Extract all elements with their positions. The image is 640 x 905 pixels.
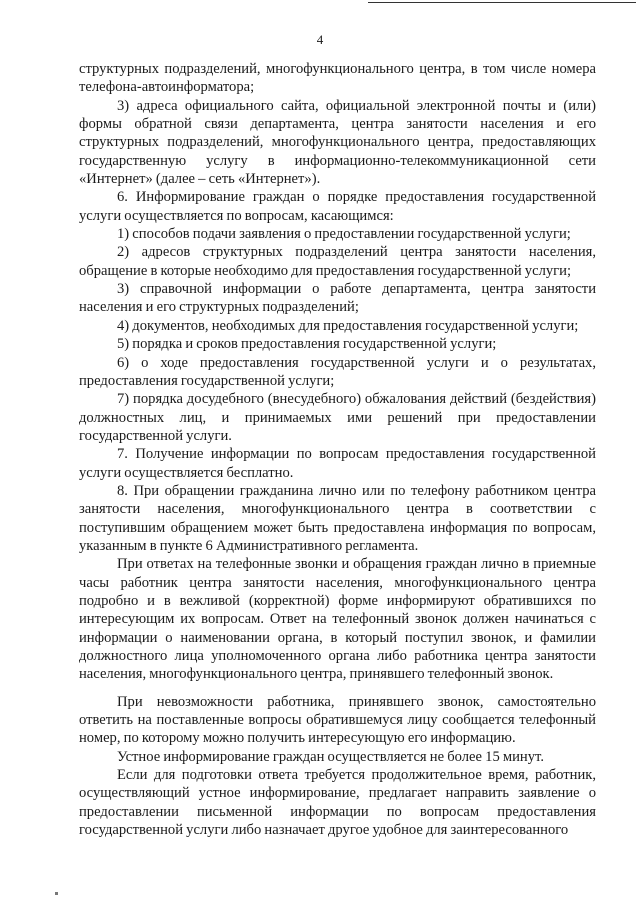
paragraph-written-request: Если для подготовки ответа требуется продолжительное время, работник, осуществляющий устное информирование, предлагает направить заявление о предоставлении письменной информации по вопросам предоставления государственной услуги либо назначает другое удобное для заинтересованного	[79, 767, 596, 839]
paragraph-section-6-item-6: 6) о ходе предоставления государственной услуги и о результатах, предоставления государственной услуги;	[79, 354, 596, 389]
paragraph-section-7: 7. Получение информации по вопросам предоставления государственной услуги осуществляется бесплатно.	[79, 446, 596, 481]
paragraph-section-6: 6. Информирование граждан о порядке предоставления государственной услуги осуществляется по вопросам, касающимся:	[79, 189, 596, 224]
paragraph-section-6-item-2: 2) адресов структурных подразделений центра занятости населения, обращение в которые необходимо для предоставления государственной услуги;	[79, 244, 596, 279]
paragraph-unable-to-answer: При невозможности работника, принявшего звонок, самостоятельно ответить на поставленные вопросы обратившемуся лицу сообщается телефонный номер, по которому можно получить интересующую его информацию.	[79, 693, 596, 747]
paragraph-item-3-addresses: 3) адреса официального сайта, официальной электронной почты и (или) формы обратной связи департамента, центра занятости населения и его структурных подразделений, многофункционального центра, предоставляющих государственную услугу в информационно-телекоммуникационной сети «Интернет» (далее – сеть «Интернет»).	[79, 97, 596, 188]
document-body	[79, 60, 596, 839]
scan-speck	[55, 892, 58, 895]
page-number: 4	[316, 32, 324, 47]
paragraph-section-6-item-5: 5) порядка и сроков предоставления государственной услуги;	[117, 336, 497, 353]
paragraph-section-6-item-3: 3) справочной информации о работе департамента, центра занятости населения и его структурных подразделений;	[79, 281, 596, 316]
paragraph-section-6-item-7: 7) порядка досудебного (внесудебного) обжалования действий (бездействия) должностных лиц, и принимаемых ими решений при предоставлении государственной услуги.	[79, 391, 596, 444]
paragraph-oral-duration: Устное информирование граждан осуществляется не более 15 минут.	[117, 748, 544, 765]
paragraph-section-8: 8. При обращении гражданина лично или по телефону работником центра занятости населения, многофункционального центра в соответствии с поступившим обращением может быть предоставлена информация по вопросам, указанным в пункте 6 Административного регламента.	[79, 482, 596, 554]
paragraph-phone-answers: При ответах на телефонные звонки и обращения граждан лично в приемные часы работник центра занятости населения, многофункционального центра подробно и в вежливой (корректной) форме информируют обратившихся по интересующим их вопросам. Ответ на телефонный звонок должен начинаться с информации о наименовании органа, в который поступил звонок, и фамилии должностного лица уполномоченного органа либо работника центра занятости населения, многофункционального центра, принявшего телефонный звонок.	[79, 556, 596, 683]
paragraph-continuation: структурных подразделений, многофункционального центра, в том числе номера телефона-автоинформатора;	[79, 61, 596, 96]
paragraph-section-6-item-1: 1) способов подачи заявления о предоставлении государственной услуги;	[117, 226, 571, 243]
header-rule	[368, 2, 636, 3]
paragraph-section-6-item-4: 4) документов, необходимых для предоставления государственной услуги;	[117, 317, 579, 334]
